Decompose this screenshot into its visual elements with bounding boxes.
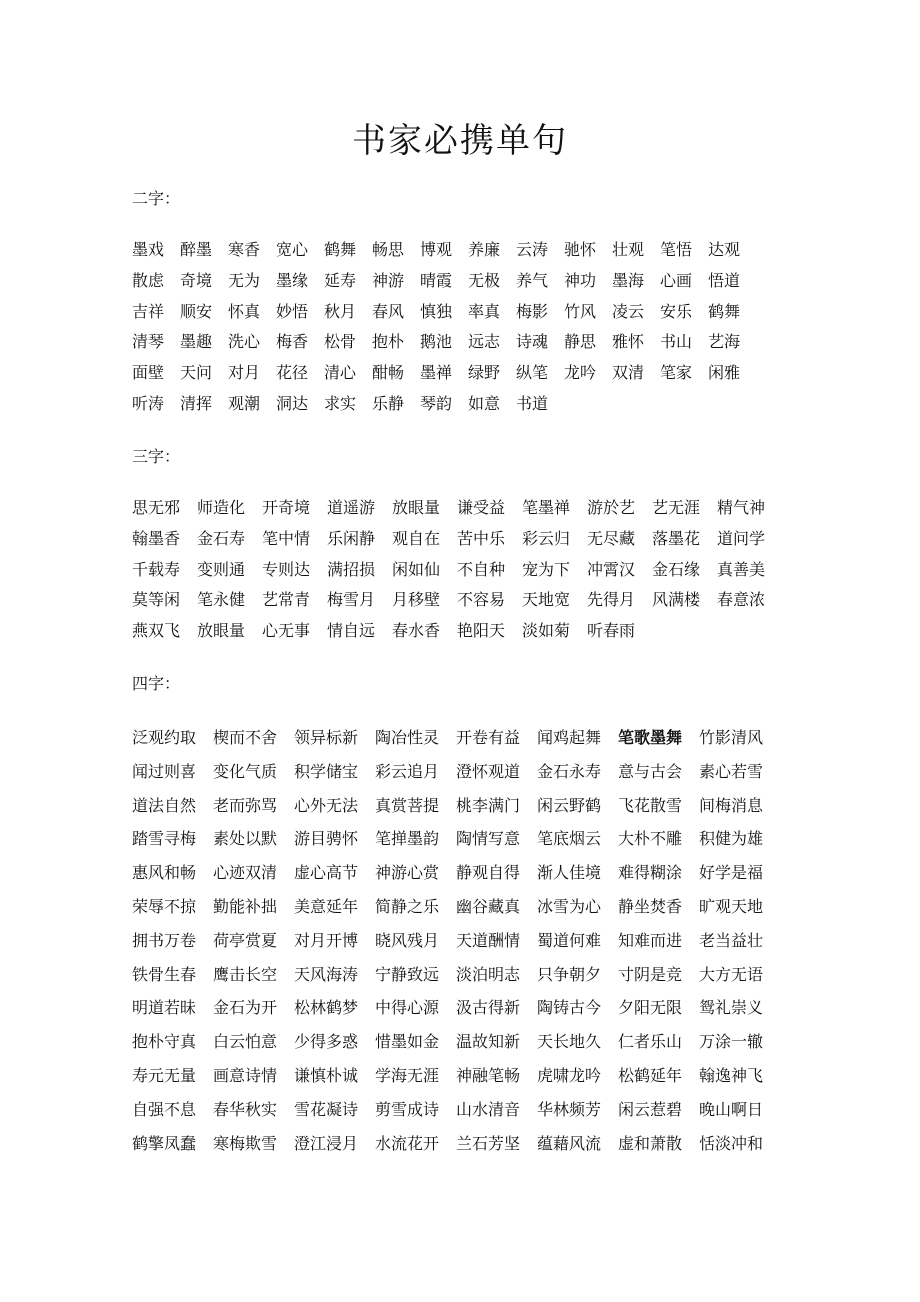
phrase: 艳阳天 [457,621,506,641]
phrase: 花径 [276,363,309,383]
phrase: 道法自然 [132,795,197,815]
phrase: 惜墨如金 [375,1032,440,1052]
phrase: 开奇境 [262,498,311,517]
phrase-row [132,827,792,851]
phrase: 积健为雄 [699,829,764,849]
phrase-row [132,619,792,643]
phrase: 彩云归 [522,528,571,548]
phrase: 松骨 [324,332,357,352]
phrase: 幽谷藏真 [456,897,521,916]
phrase-row [132,496,792,520]
phrase: 无尽藏 [587,528,636,548]
phrase: 开卷有益 [456,728,521,747]
phrase: 真赏菩提 [375,795,440,815]
phrase: 虚心高节 [294,863,359,883]
phrase: 心迹双清 [213,863,278,883]
phrase: 天地宽 [522,590,571,610]
phrase: 晓风残月 [375,930,440,950]
phrase: 积学储宝 [294,761,359,781]
phrase: 荣辱不掠 [132,897,197,916]
phrase: 心外无法 [294,795,359,815]
phrase: 勤能补拙 [213,897,278,916]
phrase: 拥书万卷 [132,930,197,950]
phrase: 不容易 [457,590,506,610]
phrase: 山水清音 [456,1099,521,1119]
phrase: 简静之乐 [375,897,440,916]
phrase: 乐闲静 [327,528,376,548]
phrase: 少得多惑 [294,1032,359,1052]
phrase: 冰雪为心 [537,897,602,916]
phrase: 老当益壮 [699,930,764,950]
phrase: 落墨花 [652,528,701,548]
phrase: 虚和萧散 [618,1133,683,1153]
phrase: 老而弥骂 [213,795,278,815]
phrase-row [132,527,792,551]
phrase: 月移壁 [392,590,441,610]
phrase: 心无事 [262,621,311,641]
phrase: 雪花凝诗 [294,1099,359,1119]
phrase: 汲古得新 [456,998,521,1018]
phrase: 学海无涯 [375,1066,440,1085]
section-heading: 四字： [132,674,181,693]
phrase: 专则达 [262,559,311,579]
phrase: 满招损 [327,559,376,579]
phrase: 面壁 [132,363,165,383]
phrase: 酣畅 [372,363,405,383]
phrase: 道遥游 [327,498,376,517]
phrase: 乐静 [372,394,405,413]
phrase: 妙悟 [276,301,309,321]
phrase: 悟道 [708,270,741,290]
phrase: 怀真 [228,301,261,321]
phrase: 恬淡冲和 [699,1133,764,1153]
phrase: 无极 [468,270,501,290]
phrase: 对月 [228,363,261,383]
phrase: 静坐焚香 [618,897,683,916]
phrase: 道问学 [717,528,766,548]
phrase: 春意浓 [717,590,766,610]
phrase: 精气神 [717,498,766,517]
phrase: 变化气质 [213,761,278,781]
phrase: 彩云追月 [375,761,440,781]
phrase: 醉墨 [180,240,213,259]
phrase: 笔悟 [660,240,693,259]
phrase: 书道 [516,394,549,413]
phrase: 燕双飞 [132,621,181,641]
phrase: 澄怀观道 [456,761,521,781]
phrase: 奇境 [180,270,213,290]
phrase: 寿元无量 [132,1066,197,1085]
phrase: 梅香 [276,332,309,352]
phrase: 蕴藉风流 [537,1133,602,1153]
phrase: 鹤擎凤蠢 [132,1133,197,1153]
phrase: 神游心赏 [375,863,440,883]
phrase: 兰石芳坚 [456,1133,521,1153]
phrase: 纵笔 [516,363,549,383]
phrase-row [132,392,792,416]
phrase: 秋月 [324,301,357,321]
phrase: 寸阴是竞 [618,964,683,984]
phrase-row [132,330,792,354]
phrase: 师造化 [197,498,246,517]
phrase: 对月开博 [294,930,359,950]
phrase: 真善美 [717,559,766,579]
phrase: 好学是福 [699,863,764,883]
phrase: 画意诗情 [213,1066,278,1085]
phrase: 抱朴守真 [132,1032,197,1052]
phrase: 千载寿 [132,559,181,579]
phrase: 洞达 [276,394,309,413]
phrase: 静观自得 [456,863,521,883]
phrase: 天风海涛 [294,964,359,984]
phrase: 楔而不舍 [213,728,278,747]
phrase: 神融笔畅 [456,1066,521,1085]
phrase: 笔中情 [262,528,311,548]
phrase: 桃李满门 [456,795,521,815]
phrase: 艺常青 [262,590,311,610]
phrase-row [132,929,792,953]
phrase-row [132,895,792,919]
phrase: 夕阳无限 [618,998,683,1018]
phrase: 中得心源 [375,998,440,1018]
phrase: 莫等闲 [132,590,181,610]
phrase: 蜀道何难 [537,930,602,950]
phrase: 淡泊明志 [456,964,521,984]
phrase: 大朴不雕 [618,829,683,849]
phrase: 宠为下 [522,559,571,579]
phrase: 绿野 [468,363,501,383]
phrase: 金石缘 [652,559,701,579]
phrase: 虎啸龙吟 [537,1066,602,1085]
phrase: 寒梅欺雪 [213,1133,278,1153]
phrase: 云涛 [516,240,549,259]
phrase: 驰怀 [564,240,597,259]
phrase: 天问 [180,363,213,383]
phrase: 温故知新 [456,1032,521,1052]
phrase-row [132,558,792,582]
phrase: 鹤舞 [324,240,357,259]
phrase: 大方无语 [699,964,764,984]
phrase: 艺无涯 [652,498,701,517]
phrase: 墨海 [612,270,645,290]
phrase: 游於艺 [587,498,636,517]
phrase: 书山 [660,332,693,352]
section-heading: 三字： [132,447,181,466]
phrase: 谦受益 [457,498,506,517]
phrase: 素处以默 [213,829,278,849]
phrase: 求实 [324,394,357,413]
phrase-row [132,588,792,612]
phrase: 松林鹤梦 [294,998,359,1018]
phrase: 陶冶性灵 [375,728,440,747]
phrase: 闲云野鹤 [537,795,602,815]
phrase: 铁骨生春 [132,964,197,984]
phrase: 听涛 [132,394,165,413]
phrase: 放眼量 [197,621,246,641]
phrase: 闻过则喜 [132,761,197,781]
phrase: 华林频芳 [537,1099,602,1119]
phrase: 陶铸古今 [537,998,602,1018]
phrase: 抱朴 [372,332,405,352]
phrase: 竹风 [564,301,597,321]
phrase: 神游 [372,270,405,290]
phrase: 墨缘 [276,270,309,290]
phrase: 只争朝夕 [537,964,602,984]
phrase: 笔墨禅 [522,498,571,517]
phrase: 难得糊涂 [618,863,683,883]
phrase: 风满楼 [652,590,701,610]
phrase: 凌云 [612,301,645,321]
phrase: 晴霞 [420,270,453,290]
phrase: 意与古会 [618,761,683,781]
phrase-row [132,726,792,750]
phrase: 放眼量 [392,498,441,517]
phrase: 散虑 [132,270,165,290]
phrase: 水流花开 [375,1133,440,1153]
phrase: 壮观 [612,240,645,259]
phrase: 踏雪寻梅 [132,829,197,849]
phrase-row [132,1098,792,1122]
phrase-row [132,760,792,784]
phrase: 养廉 [468,240,501,259]
phrase: 春风 [372,301,405,321]
phrase: 笔永健 [197,590,246,610]
phrase: 梅雪月 [327,590,376,610]
phrase: 陶情写意 [456,829,521,849]
phrase-row [132,300,792,324]
phrase-row [132,1132,792,1156]
phrase: 顺安 [180,301,213,321]
phrase: 听春雨 [587,621,636,641]
phrase: 明道若昧 [132,998,197,1018]
phrase: 墨趣 [180,332,213,352]
phrase: 谦慎朴诚 [294,1066,359,1085]
phrase: 苦中乐 [457,528,506,548]
phrase: 观潮 [228,394,261,413]
phrase-row [132,269,792,293]
phrase: 墨禅 [420,363,453,383]
phrase: 宽心 [276,240,309,259]
phrase: 鹤舞 [708,301,741,321]
phrase: 诗魂 [516,332,549,352]
phrase: 思无邪 [132,498,181,517]
phrase: 自强不息 [132,1099,197,1119]
phrase: 先得月 [587,590,636,610]
phrase: 鹰击长空 [213,964,278,984]
phrase: 笔歌墨舞 [618,728,683,747]
phrase-row [132,361,792,385]
phrase: 晚山啊日 [699,1099,764,1119]
phrase: 春华秋实 [213,1099,278,1119]
phrase: 安乐 [660,301,693,321]
phrase-row [132,963,792,987]
phrase: 渐人佳境 [537,863,602,883]
phrase: 知难而进 [618,930,683,950]
phrase: 吉祥 [132,301,165,321]
phrase: 慎独 [420,301,453,321]
phrase-row [132,794,792,818]
phrase: 翰逸神飞 [699,1066,764,1085]
phrase: 翰墨香 [132,528,181,548]
phrase: 荷亭赏夏 [213,930,278,950]
phrase: 率真 [468,301,501,321]
phrase: 领异标新 [294,728,359,747]
phrase: 情自远 [327,621,376,641]
phrase: 清挥 [180,394,213,413]
phrase: 冲霄汉 [587,559,636,579]
phrase: 宁静致远 [375,964,440,984]
phrase: 不自种 [457,559,506,579]
phrase-row [132,861,792,885]
phrase: 闲雅 [708,363,741,383]
phrase: 泛观约取 [132,728,197,747]
phrase: 春水香 [392,621,441,641]
phrase: 清心 [324,363,357,383]
phrase: 闲云惹碧 [618,1099,683,1119]
phrase: 延寿 [324,270,357,290]
phrase: 金石永寿 [537,761,602,781]
phrase: 惠风和畅 [132,863,197,883]
phrase: 如意 [468,394,501,413]
page-title: 书家必携单句 [352,121,568,161]
phrase-row [132,238,792,262]
phrase: 飞花散雪 [618,795,683,815]
phrase: 观自在 [392,528,441,548]
phrase: 龙吟 [564,363,597,383]
phrase: 万涂一辙 [699,1032,764,1052]
phrase: 畅思 [372,240,405,259]
phrase: 美意延年 [294,897,359,916]
phrase-row [132,1030,792,1054]
phrase: 清琴 [132,332,165,352]
phrase: 博观 [420,240,453,259]
phrase: 金石为开 [213,998,278,1018]
phrase: 鹅池 [420,332,453,352]
phrase: 仁者乐山 [618,1032,683,1052]
phrase: 松鹤延年 [618,1066,683,1085]
phrase: 白云怕意 [213,1032,278,1052]
phrase: 神功 [564,270,597,290]
phrase: 墨戏 [132,240,165,259]
phrase: 竹影清风 [699,728,764,747]
phrase: 天道酬情 [456,930,521,950]
phrase: 金石寿 [197,528,246,548]
phrase: 寒香 [228,240,261,259]
phrase: 静思 [564,332,597,352]
phrase: 艺海 [708,332,741,352]
phrase: 天长地久 [537,1032,602,1052]
phrase: 鸳礼崇义 [699,998,764,1018]
phrase: 变则通 [197,559,246,579]
phrase: 游目骋怀 [294,829,359,849]
phrase: 无为 [228,270,261,290]
phrase: 洗心 [228,332,261,352]
section-heading: 二字： [132,189,181,208]
phrase: 素心若雪 [699,761,764,781]
phrase: 心画 [660,270,693,290]
phrase: 笔家 [660,363,693,383]
phrase: 澄江浸月 [294,1133,359,1153]
phrase-row [132,1064,792,1088]
phrase: 剪雪成诗 [375,1099,440,1119]
phrase: 远志 [468,332,501,352]
phrase: 达观 [708,240,741,259]
phrase: 间梅消息 [699,795,764,815]
phrase: 双清 [612,363,645,383]
phrase-row [132,996,792,1020]
phrase: 笔底烟云 [537,829,602,849]
phrase: 梅影 [516,301,549,321]
phrase: 琴韵 [420,394,453,413]
phrase: 笔掸墨韵 [375,829,440,849]
phrase: 淡如菊 [522,621,571,641]
phrase: 闻鸡起舞 [537,728,602,747]
phrase: 旷观天地 [699,897,764,916]
phrase: 养气 [516,270,549,290]
phrase: 闲如仙 [392,559,441,579]
phrase: 雅怀 [612,332,645,352]
